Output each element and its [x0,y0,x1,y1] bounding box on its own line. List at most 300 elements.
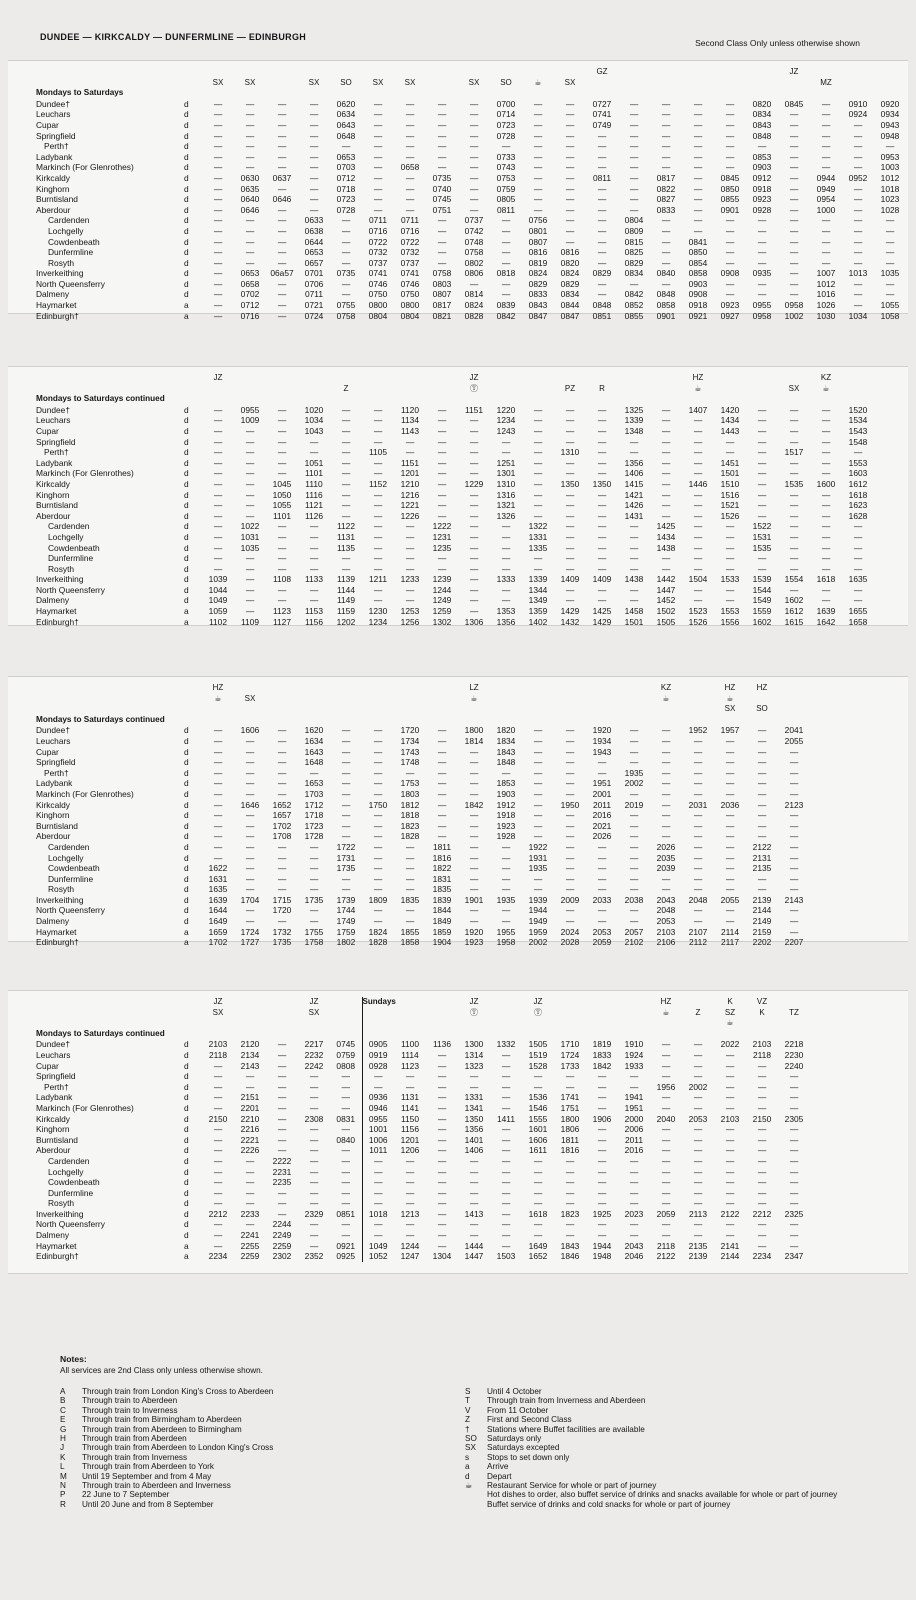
train-time: — [405,553,415,564]
train-time: 2143 [240,1060,260,1071]
train-time: 2217 [304,1039,324,1050]
train-time: — [533,799,543,810]
train-time: — [597,215,607,226]
train-code: JZ [533,997,543,1006]
station-row [36,874,810,885]
train-time: 1623 [848,500,868,511]
train-time: 2022 [720,1039,740,1050]
train-time: — [693,119,703,130]
train-time: — [501,289,511,300]
train-time: — [437,141,447,152]
train-time: 1349 [528,595,548,606]
train-time: 1535 [784,478,804,489]
train-time: 1447 [656,584,676,595]
train-time: — [789,1187,799,1198]
train-time: 2039 [656,863,676,874]
train-time: 1322 [528,521,548,532]
train-time: 1612 [784,606,804,617]
station-name: Perth† [44,141,69,152]
train-time: 1952 [688,725,708,736]
train-time: — [373,130,383,141]
train-time: 0716 [368,225,388,236]
train-time: — [821,225,831,236]
train-time: — [629,725,639,736]
train-time: — [661,757,671,768]
train-time: 1855 [400,926,420,937]
train-time: 0638 [304,225,324,236]
train-code [266,704,298,715]
heading-spacer [714,1029,746,1040]
train-time: 1526 [720,510,740,521]
train-time: — [821,436,831,447]
train-time: — [629,1219,639,1230]
train-time: 0852 [624,300,644,311]
train-time: — [821,119,831,130]
train-time: — [469,141,479,152]
heading-spacer [714,394,746,405]
train-time: — [789,767,799,778]
station-name: Markinch (For Glenrothes) [36,162,134,173]
train-time: 2235 [272,1177,292,1188]
train-time: — [437,553,447,564]
train-time: — [757,778,767,789]
train-time: — [725,447,735,458]
train-code [426,67,458,78]
train-time: 2118 [752,1049,771,1060]
train-time: — [469,447,479,458]
train-time: — [533,873,543,884]
section-heading-row [36,88,906,99]
train-time: — [341,1177,350,1188]
station-name: Springfield [36,1071,76,1082]
train-time: 1149 [336,595,355,606]
train-time: — [629,531,639,542]
train-time: — [277,404,287,415]
train-time: 1720 [272,905,292,916]
train-time: 0854 [688,257,708,268]
train-time: — [341,236,351,247]
station-row [36,831,810,842]
train-time: — [341,563,351,574]
train-time: — [277,300,287,311]
heading-spacer [330,394,362,405]
train-time: 0829 [592,268,612,279]
train-time: — [565,584,575,595]
train-time: — [565,563,575,574]
train-time: 0716 [400,225,420,236]
train-time: — [725,1060,735,1071]
train-code [650,384,682,395]
train-time: — [629,595,639,606]
train-time: — [373,415,383,426]
train-code [586,373,618,384]
train-code [618,997,650,1008]
train-time: — [661,725,671,736]
train-time: 2249 [272,1230,292,1241]
arr-dep-marker: d [184,478,189,489]
heading-spacer [266,1029,298,1040]
arr-dep-marker: d [184,1145,189,1156]
train-time: 1016 [816,289,836,300]
train-time: — [245,1198,255,1209]
arr-dep-marker: d [184,1134,189,1145]
train-time: — [309,595,319,606]
train-time: — [597,247,607,258]
train-time: 1034 [304,415,324,426]
train-code [234,1018,266,1029]
train-code [362,373,394,384]
train-time: — [821,141,831,152]
heading-spacer [650,1029,682,1040]
train-time: — [597,1134,607,1145]
train-time: 0758 [464,247,484,258]
train-time: — [565,1230,575,1241]
train-time: — [533,194,543,205]
code-row-spacer [36,384,182,395]
train-time: 0912 [752,172,772,183]
train-time: 0743 [496,162,516,173]
train-time: 1306 [464,616,484,627]
train-time: — [533,141,543,152]
train-time: 1620 [304,725,324,736]
train-time: — [373,584,383,595]
train-time: 1007 [816,268,836,279]
station-name: Leuchars [36,109,71,120]
train-time: — [693,436,703,447]
train-time: — [245,1155,255,1166]
train-time: 0640 [240,194,260,205]
train-time: — [277,257,287,268]
train-code [394,67,426,78]
train-time: 0741 [592,109,612,120]
train-time: — [725,151,735,162]
arr-dep-marker: d [184,542,189,553]
station-name: Dundee† [36,404,70,415]
arr-dep-marker: d [184,1187,189,1198]
code-row-spacer [36,694,182,705]
arr-dep-marker: d [184,415,189,426]
train-time: — [757,1081,767,1092]
arr-dep-marker: d [184,1102,189,1113]
train-time: 0858 [656,300,676,311]
train-time: — [565,595,575,606]
train-time: — [693,1198,703,1209]
station-row [36,152,906,163]
train-time: 1030 [816,310,836,321]
train-code [330,683,362,694]
station-row [36,1050,810,1061]
train-time: — [469,278,479,289]
train-time: — [789,436,799,447]
train-time: — [597,905,607,916]
train-time: 1431 [624,510,644,521]
train-time: 1522 [752,521,772,532]
train-time: 1321 [496,500,516,511]
notes-intro: All services are 2nd Class only unless otherwise shown. [60,1366,263,1376]
train-code: SX [404,77,416,87]
train-time: — [213,1102,223,1113]
train-time: 2011 [592,799,611,810]
train-time: 1703 [304,788,324,799]
train-time: — [309,119,319,130]
train-time: 1657 [272,810,292,821]
train-time: 1903 [496,788,516,799]
train-time: 1819 [592,1039,612,1050]
train-time: — [693,584,703,595]
code-row-spacer [182,1018,202,1029]
train-time: — [789,778,799,789]
train-time: — [309,183,319,194]
train-code [586,694,618,705]
station-name: Dundee† [36,725,70,736]
section-heading-row [36,715,810,726]
train-time: 0748 [464,236,484,247]
train-time: — [341,735,351,746]
train-time: — [597,1155,607,1166]
train-time: — [757,404,767,415]
train-time: 0758 [336,310,356,321]
train-time: — [661,1155,671,1166]
station-name: Lochgelly [48,225,84,236]
train-time: — [661,1071,671,1082]
train-time: — [405,884,415,895]
train-time: — [725,1219,735,1230]
train-time: — [789,194,799,205]
train-time: — [309,130,319,141]
train-time: — [309,1145,319,1156]
train-time: — [693,162,703,173]
train-time: — [565,757,575,768]
train-time: 2026 [592,831,612,842]
train-time: — [341,767,351,778]
train-time: 1131 [400,1092,419,1103]
train-time: 1536 [528,1092,548,1103]
train-time: 1121 [304,500,323,511]
code-row-spacer [182,704,202,715]
station-name: Leuchars [36,415,71,426]
train-time: — [533,1198,543,1209]
train-time: — [725,1102,735,1113]
train-time: — [213,1155,223,1166]
train-time: — [469,415,479,426]
train-time: — [757,735,767,746]
arr-dep-marker: d [184,236,189,247]
train-time: — [213,1071,223,1082]
train-time: — [469,1198,479,1209]
train-time: — [725,788,735,799]
train-time: — [789,1081,799,1092]
train-time: — [725,1049,735,1060]
note-item [465,1415,845,1424]
code-row-spacer [36,997,182,1008]
train-time: 1844 [432,905,452,916]
train-time: — [437,1240,447,1251]
train-time: — [757,1145,767,1156]
train-time: 1648 [304,757,324,768]
train-time: — [661,884,671,895]
station-name: Lochgelly [48,1166,84,1177]
train-time: — [405,141,415,152]
train-time: — [245,841,255,852]
train-time: 0834 [560,289,580,300]
train-time: 1020 [304,404,324,415]
train-time: — [629,1177,639,1188]
train-time: — [789,1124,799,1135]
train-time: — [693,194,703,205]
train-time: 1517 [784,447,804,458]
train-time: — [309,1124,319,1135]
station-name: Burntisland [36,820,78,831]
train-code [650,1018,682,1029]
train-time: — [373,873,383,884]
train-code [330,1018,362,1029]
train-time: — [725,1134,735,1145]
train-time: — [725,119,735,130]
train-time: — [245,436,255,447]
train-time: — [565,1071,575,1082]
train-time: 1141 [400,1102,419,1113]
station-row [36,863,810,874]
note-key: T [465,1396,471,1406]
train-time: — [789,1071,799,1082]
train-time: 2120 [240,1039,260,1050]
train-time: 2043 [656,894,676,905]
train-time: 0954 [816,194,836,205]
train-time: 1600 [816,478,836,489]
train-time: — [597,489,607,500]
note-key: M [60,1471,67,1481]
station-name: Edinburgh† [36,1251,79,1262]
train-time: — [597,521,607,532]
train-time: 0936 [362,1092,394,1103]
train-time: — [309,1177,319,1188]
train-time: 1606 [528,1134,548,1145]
train-time: — [629,130,639,141]
train-code [202,704,234,715]
train-code [746,1018,778,1029]
train-time: — [245,757,255,768]
station-row [36,415,874,426]
train-time: 1702 [208,937,228,948]
train-time: 0848 [656,289,676,300]
train-time: — [501,521,511,532]
train-time: — [437,1134,447,1145]
train-code [746,67,778,78]
train-time: — [213,98,223,109]
station-row [36,1071,810,1082]
arr-dep-marker: d [184,563,189,574]
train-code [618,683,650,694]
train-code: ☕ [694,383,702,393]
train-time: 0635 [240,183,260,194]
train-time: 1028 [880,204,900,215]
train-time: 2212 [752,1208,772,1219]
train-time: 1239 [432,574,452,585]
train-time: 0644 [304,236,324,247]
train-time: 1939 [528,894,548,905]
train-time: — [501,1177,511,1188]
train-time: — [341,873,351,884]
note-item [465,1462,845,1471]
train-time: 1143 [400,425,419,436]
arr-dep-marker: d [184,1049,189,1060]
train-time: 2135 [688,1240,708,1251]
train-time: — [277,415,287,426]
arr-dep-marker: d [184,521,189,532]
train-time: — [853,521,863,532]
train-time: — [469,1187,479,1198]
train-time: 1901 [464,894,484,905]
train-time: — [661,468,671,479]
station-row [36,543,874,554]
station-row [36,458,874,469]
train-time: — [789,289,799,300]
train-time: 1151 [464,404,483,415]
train-time: 0759 [336,1049,356,1060]
note-key: L [60,1462,65,1472]
train-time: — [629,183,639,194]
train-time: 1150 [400,1113,419,1124]
train-time: 1420 [720,404,740,415]
heading-spacer [426,715,458,726]
train-time: 1516 [720,489,740,500]
train-time: — [469,1177,479,1188]
train-code [266,384,298,395]
train-time: — [437,130,447,141]
code-row-spacer [36,1018,182,1029]
train-time: — [501,247,511,258]
station-row [36,821,810,832]
train-time: — [565,162,575,173]
train-time: — [757,415,767,426]
train-time: — [245,584,255,595]
station-row [36,311,906,322]
train-time: 1823 [560,1208,580,1219]
train-time: — [821,489,831,500]
train-time: — [885,215,895,226]
train-time: — [437,1113,447,1124]
train-code: R [599,383,605,393]
train-time: — [693,735,703,746]
train-time: — [629,447,639,458]
train-time: 2009 [560,894,580,905]
train-time: — [405,130,415,141]
station-name: Cowdenbeath [48,863,100,874]
train-time: — [501,553,511,564]
train-time: — [469,542,479,553]
train-time: 1451 [720,457,740,468]
train-time: 2255 [240,1240,260,1251]
train-code: MZ [820,77,832,87]
train-time: — [341,289,351,300]
note-item [60,1462,450,1471]
station-name: Aberdour [36,831,71,842]
train-time: — [405,1177,415,1188]
train-time: — [309,98,319,109]
train-time: — [245,478,255,489]
train-time: 1301 [496,468,516,479]
station-row [36,215,906,226]
train-time: 2107 [688,926,708,937]
train-code [522,683,554,694]
train-time: — [309,162,319,173]
train-time: 2038 [624,894,644,905]
notes-title: Notes: [60,1354,87,1364]
train-time: 1935 [496,894,516,905]
train-time: — [437,735,447,746]
train-time: — [565,521,575,532]
timetable-grid [36,373,874,627]
